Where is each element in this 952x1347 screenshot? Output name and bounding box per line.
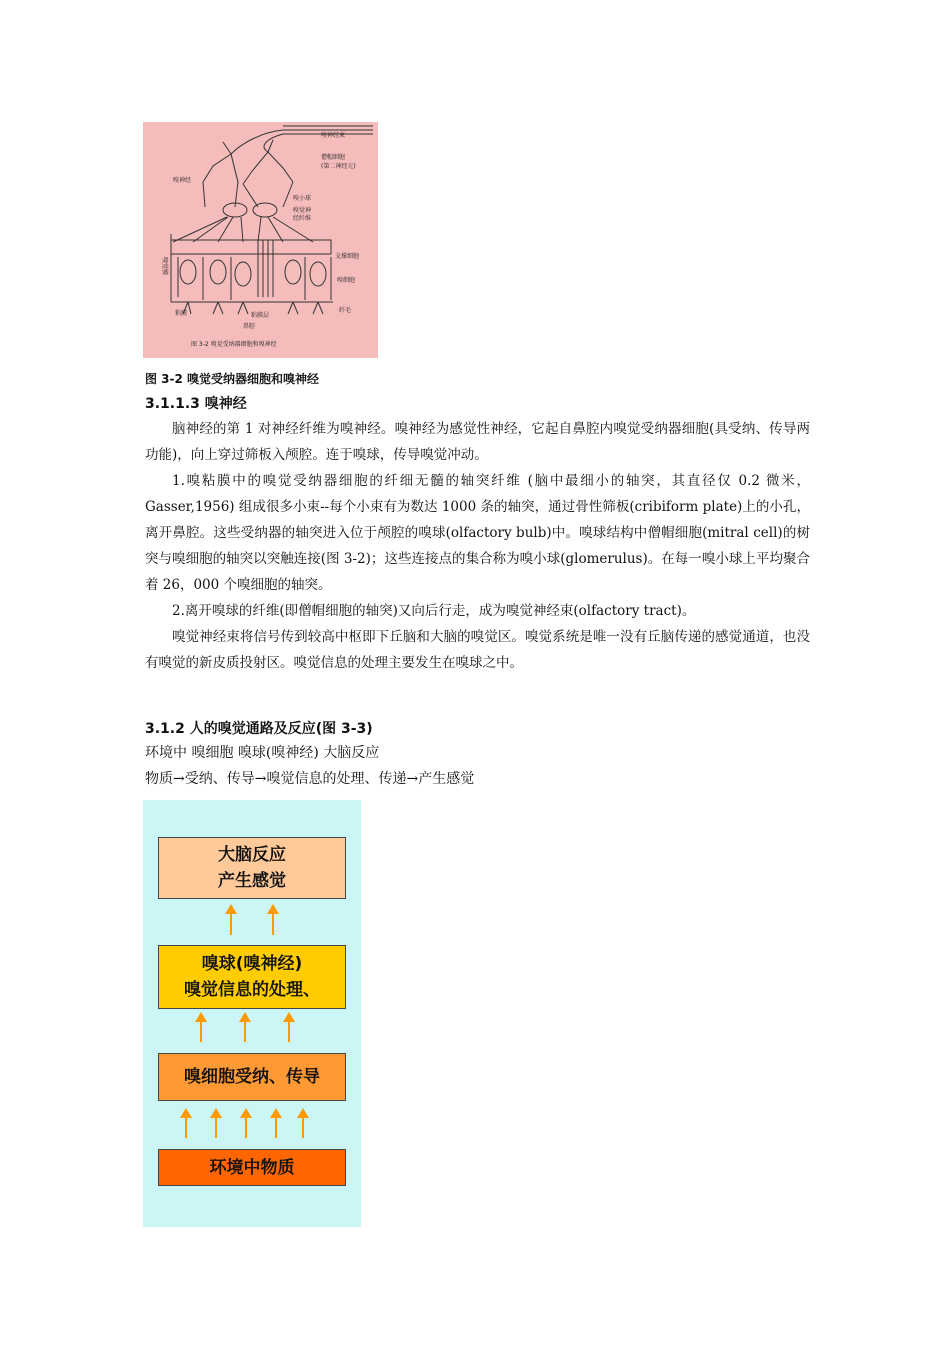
box-brain-response-line1: 大脑反应 xyxy=(218,845,286,865)
label-fiber2: 嗅觉神 xyxy=(293,207,312,214)
section-3113-body xyxy=(145,416,810,676)
label-mucosa: 粘膜 xyxy=(175,310,188,317)
label-olfactory-nerve: 嗅神经 xyxy=(173,177,192,184)
arrow-head xyxy=(283,1012,295,1022)
box-receptor-cells-text: 嗅细胞受纳、传导 xyxy=(184,1067,320,1087)
paragraph-1: 脑神经的第 1 对神经纤维为嗅神经。嗅神经为感觉性神经，它起自鼻腔内嗅觉受纳器细胞(具受纳、传导两功能)，向上穿过筛板入颅腔。连于嗅球，传导嗅觉冲动。 xyxy=(145,421,810,463)
arrow-head xyxy=(297,1108,309,1118)
arrow-head xyxy=(270,1108,282,1118)
section-heading-312: 3.1.2 人的嗅觉通路及反应(图 3-3) xyxy=(145,721,373,737)
pathway-line-2: 物质→受纳、传导→嗅觉信息的处理、传递→产生感觉 xyxy=(145,771,475,787)
olfactory-diagram xyxy=(143,122,378,358)
paragraph-3: 2.离开嗅球的纤维(即僧帽细胞的轴突)又向后行走，成为嗅觉神经束(olfactory tract)。 xyxy=(172,603,696,619)
label-fig-caption: 图 3-2 嗅觉受纳器细胞和嗅神经 xyxy=(191,341,277,348)
arrow-head xyxy=(225,904,237,914)
box-olfactory-bulb-line1: 嗅球(嗅神经) xyxy=(201,954,303,974)
label-mitral-sub: (第二神经元) xyxy=(321,163,356,170)
label-mitral: 僧帽细胞 xyxy=(321,154,346,161)
arrow-head xyxy=(267,904,279,914)
label-nasal: 鼻腔 xyxy=(243,323,256,330)
paragraph-2: 1.嗅粘膜中的嗅觉受纳器细胞的纤细无髓的轴突纤维 (脑中最细小的轴突，其直径仅 0.2 微米，Gasser,1956) 组成很多小束--每个小束有为数达 1000 条的轴突，通过骨性筛板(cribiform plate)上的小孔，离开鼻腔。这些受纳器的轴突进入位于颅腔的嗅球(olfactory bulb)中。嗅球结构中僧帽细胞(mitral cell)的树突与嗅细胞的轴突以突触连接(图 3-2)；这些连接点的集合称为嗅小球(glomerulus)。在每一嗅小球上平均聚合着 26，000 个嗅细胞的轴突。 xyxy=(145,473,810,593)
box-environment-text: 环境中物质 xyxy=(209,1157,295,1178)
label-glomerulus: 嗅小球 xyxy=(293,195,312,202)
arrow-head xyxy=(210,1108,222,1118)
figure-olfactory-receptor xyxy=(143,122,378,358)
arrow-head xyxy=(195,1012,207,1022)
section-heading-3113: 3.1.1.3 嗅神经 xyxy=(145,396,247,412)
box-olfactory-bulb-line2: 嗅觉信息的处理、 xyxy=(184,980,320,1000)
figure-pathway-chart xyxy=(143,800,361,1227)
label-mucus: 粘膜层 xyxy=(251,312,270,319)
label-nerve-fiber: 嗅神经束 xyxy=(321,132,346,139)
label-cilia: 纤毛 xyxy=(339,307,352,314)
arrow-head xyxy=(240,1108,252,1118)
arrow-head xyxy=(180,1108,192,1118)
pathway-line-1: 环境中 嗅细胞 嗅球(嗅神经) 大脑反应 xyxy=(145,745,380,761)
paragraph-4: 嗅觉神经束将信号传到较高中枢即下丘脑和大脑的嗅觉区。嗅觉系统是唯一没有丘脑传递的感觉通道，也没有嗅觉的新皮质投射区。嗅觉信息的处理主要发生在嗅球之中。 xyxy=(145,629,810,671)
label-support: 支撑细胞 xyxy=(335,253,360,260)
figure-caption: 图 3-2 嗅觉受纳器细胞和嗅神经 xyxy=(145,372,320,386)
arrow-head xyxy=(239,1012,251,1022)
flow-arrows xyxy=(143,800,361,1227)
label-receptor: 嗅细胞 xyxy=(337,277,356,284)
label-fiber2b: 经纤维 xyxy=(293,215,312,222)
box-brain-response-line2: 产生感觉 xyxy=(218,871,286,891)
label-epithelium: 嗅觉膜 xyxy=(161,257,168,276)
